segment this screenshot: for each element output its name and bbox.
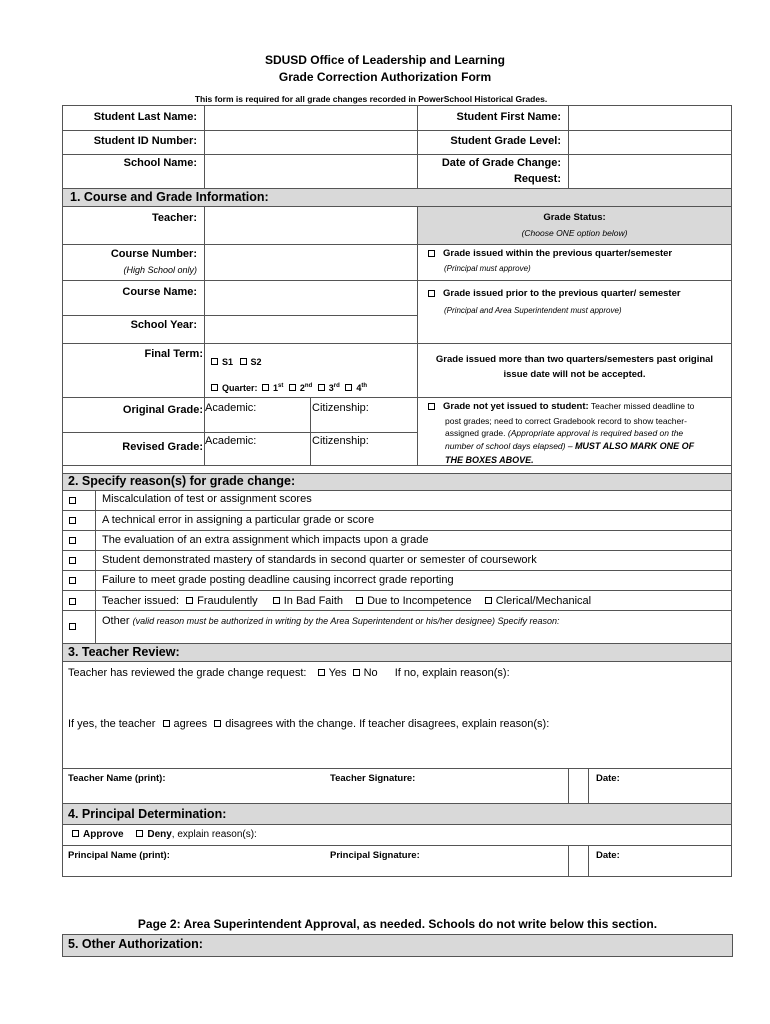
school-name-field[interactable] — [206, 156, 415, 186]
approve-checkbox[interactable] — [72, 830, 79, 837]
q4-label: 4 — [356, 383, 362, 393]
school-year-field[interactable] — [206, 317, 415, 341]
course-number-label: Course Number: — [110, 248, 197, 260]
reason-4-checkbox[interactable] — [69, 557, 76, 564]
grade-status-opt1-label: Grade issued within the previous quarter/semester — [443, 248, 673, 259]
reason-teacher-issued-checkbox[interactable] — [69, 598, 76, 605]
final-term-label: Final Term: — [144, 348, 203, 360]
review-yes-checkbox[interactable] — [318, 669, 325, 676]
principal-date-field[interactable] — [590, 862, 730, 875]
course-number-field[interactable] — [206, 246, 415, 278]
grade-status-warning-2: issue date will not be accepted. — [503, 369, 646, 380]
reason-5-checkbox[interactable] — [69, 577, 76, 584]
teacher-field[interactable] — [206, 208, 415, 242]
student-first-name-label: Student First Name: — [456, 111, 561, 123]
s2-label: S2 — [250, 357, 262, 367]
section-3-title: 3. Teacher Review: — [68, 645, 180, 659]
q3-label: 3 — [328, 383, 334, 393]
review-no-checkbox[interactable] — [353, 669, 360, 676]
date-of-request-label-1: Date of Grade Change: — [441, 157, 561, 169]
semester-options — [211, 357, 262, 367]
reason-teacher-issued — [102, 595, 591, 607]
principal-decision-row — [72, 829, 257, 840]
school-year-label: School Year: — [130, 319, 197, 331]
disagree-reason-field[interactable] — [64, 734, 730, 766]
section-2-title: 2. Specify reason(s) for grade change: — [68, 474, 296, 488]
date-of-request-field[interactable] — [570, 156, 730, 186]
q2-label: 2 — [299, 383, 305, 393]
incompetence-label: Due to Incompetence — [367, 595, 472, 607]
approve-label: Approve — [83, 829, 124, 840]
form-note: This form is required for all grade changes recorded in PowerSchool Historical Grades. — [194, 94, 548, 104]
grade-status-opt2-label: Grade issued prior to the previous quarter/ semester — [443, 288, 681, 299]
revised-citizenship-field[interactable] — [378, 434, 416, 463]
teacher-signature-label: Teacher Signature: — [330, 773, 416, 784]
original-citizenship-label: Citizenship: — [312, 402, 369, 414]
grade-status-opt3-line5: THE BOXES ABOVE. — [445, 455, 534, 465]
agrees-checkbox[interactable] — [163, 720, 170, 727]
teacher-reviewed-text: Teacher has reviewed the grade change request: — [68, 667, 307, 679]
principal-signature-field[interactable] — [328, 862, 566, 875]
reason-3-label: The evaluation of an extra assignment which impacts upon a grade — [102, 534, 429, 546]
other-reason-field[interactable] — [97, 630, 730, 642]
revised-citizenship-label: Citizenship: — [312, 435, 369, 447]
clerical-checkbox[interactable] — [485, 597, 492, 604]
grade-status-opt2-note: (Principal and Area Superintendent must approve) — [444, 306, 622, 315]
grade-status-opt1-note: (Principal must approve) — [444, 264, 531, 273]
section-4-title: 4. Principal Determination: — [68, 807, 227, 821]
reason-5-label: Failure to meet grade posting deadline causing incorrect grade reporting — [102, 574, 454, 586]
student-id-field[interactable] — [206, 132, 415, 152]
quarter-checkbox[interactable] — [211, 384, 218, 391]
bad-faith-label: In Bad Faith — [283, 595, 344, 607]
teacher-reviewed-row — [68, 667, 510, 679]
teacher-label: Teacher: — [151, 212, 197, 224]
grade-status-opt3-line3: assigned grade. (Appropriate approval is required based on the — [445, 428, 684, 438]
q2-checkbox[interactable] — [289, 384, 296, 391]
if-no-reason-field[interactable] — [64, 682, 730, 712]
if-yes-label: If yes, the teacher — [68, 718, 156, 730]
q1-label: 1 — [273, 383, 279, 393]
if-no-label: If no, explain reason(s): — [394, 667, 510, 679]
date-of-request-label-2: Request: — [513, 173, 561, 185]
student-id-label: Student ID Number: — [93, 135, 197, 147]
grade-status-warning-1: Grade issued more than two quarters/semesters past original — [435, 354, 714, 365]
course-name-label: Course Name: — [122, 286, 197, 298]
disagrees-label: disagrees with the change. If teacher disagrees, explain reason(s): — [225, 718, 550, 730]
principal-name-label: Principal Name (print): — [68, 850, 170, 861]
q4-checkbox[interactable] — [345, 384, 352, 391]
student-first-name-field[interactable] — [570, 107, 730, 128]
student-last-name-label: Student Last Name: — [93, 111, 197, 123]
grade-status-opt1-checkbox[interactable] — [428, 250, 435, 257]
frame-right — [731, 105, 732, 877]
quarter-label: Quarter: — [222, 383, 258, 393]
original-academic-label: Academic: — [205, 402, 257, 414]
teacher-name-label: Teacher Name (print): — [68, 773, 166, 784]
fraudulently-checkbox[interactable] — [186, 597, 193, 604]
principal-date-label: Date: — [596, 850, 620, 861]
reason-4-label: Student demonstrated mastery of standards in second quarter or semester of coursework — [102, 554, 537, 566]
section-1-title: 1. Course and Grade Information: — [70, 190, 269, 204]
principal-name-field[interactable] — [64, 862, 324, 875]
deny-label: Deny — [147, 829, 172, 840]
clerical-label: Clerical/Mechanical — [495, 595, 592, 607]
original-citizenship-field[interactable] — [378, 399, 416, 430]
grade-status-opt3-line1: Grade not yet issued to student: Teacher missed deadline to — [443, 401, 695, 412]
teacher-issued-label: Teacher issued: — [102, 595, 180, 607]
deny-suffix: , explain reason(s): — [171, 829, 257, 840]
other-note: (valid reason must be authorized in writing by the Area Superintendent or his/her designee) Specify reason: — [132, 616, 560, 626]
course-number-note: (High School only) — [123, 265, 197, 275]
teacher-date-field[interactable] — [590, 786, 730, 802]
teacher-date-label: Date: — [596, 773, 620, 784]
incompetence-checkbox[interactable] — [356, 597, 363, 604]
teacher-signature-field[interactable] — [328, 786, 566, 802]
fraudulently-label: Fraudulently — [197, 595, 258, 607]
grade-status-opt2-checkbox[interactable] — [428, 290, 435, 297]
student-grade-level-label: Student Grade Level: — [450, 135, 561, 147]
q1-checkbox[interactable] — [262, 384, 269, 391]
reason-1-label: Miscalculation of test or assignment scores — [102, 493, 312, 505]
reason-2-label: A technical error in assigning a particular grade or score — [102, 514, 375, 526]
reason-2-checkbox[interactable] — [69, 517, 76, 524]
reason-other — [102, 615, 560, 627]
form-title: Grade Correction Authorization Form — [278, 70, 492, 84]
principal-signature-label: Principal Signature: — [330, 850, 420, 861]
student-grade-level-field[interactable] — [570, 132, 730, 152]
s2-checkbox[interactable] — [240, 358, 247, 365]
revised-academic-field[interactable] — [260, 434, 308, 463]
reason-3-checkbox[interactable] — [69, 537, 76, 544]
q3-checkbox[interactable] — [318, 384, 325, 391]
deny-checkbox[interactable] — [136, 830, 143, 837]
agrees-label: agrees — [173, 718, 208, 730]
s1-checkbox[interactable] — [211, 358, 218, 365]
course-name-field[interactable] — [206, 282, 415, 313]
revised-grade-label: Revised Grade: — [122, 441, 203, 453]
disagrees-checkbox[interactable] — [214, 720, 221, 727]
grade-status-note: (Choose ONE option below) — [521, 228, 628, 238]
grade-status-opt3-checkbox[interactable] — [428, 403, 435, 410]
original-academic-field[interactable] — [260, 399, 308, 430]
quarter-options: Quarter: 1st 2nd 3rd 4th — [211, 383, 367, 393]
original-grade-label: Original Grade: — [122, 404, 203, 416]
reason-1-checkbox[interactable] — [69, 497, 76, 504]
grade-status-opt3-line4: number of school days elapsed) – MUST ALSO MARK ONE OF — [445, 441, 695, 451]
review-no-label: No — [363, 667, 378, 679]
section-5-title: 5. Other Authorization: — [68, 937, 203, 951]
grade-status-opt3-line2: post grades; need to correct Gradebook record to show teacher- — [445, 416, 687, 426]
school-name-label: School Name: — [123, 157, 197, 169]
revised-academic-label: Academic: — [205, 435, 257, 447]
grade-status-title: Grade Status: — [543, 212, 606, 223]
s1-label: S1 — [222, 357, 234, 367]
other-label: Other — [102, 615, 130, 627]
teacher-agree-row — [68, 718, 549, 730]
reason-other-checkbox[interactable] — [69, 623, 76, 630]
page-2-heading: Page 2: Area Superintendent Approval, as needed. Schools do not write below this section. — [137, 917, 658, 931]
form-org-title: SDUSD Office of Leadership and Learning — [264, 53, 506, 67]
teacher-name-field[interactable] — [64, 786, 324, 802]
review-yes-label: Yes — [328, 667, 347, 679]
bad-faith-checkbox[interactable] — [273, 597, 280, 604]
student-last-name-field[interactable] — [206, 107, 415, 128]
